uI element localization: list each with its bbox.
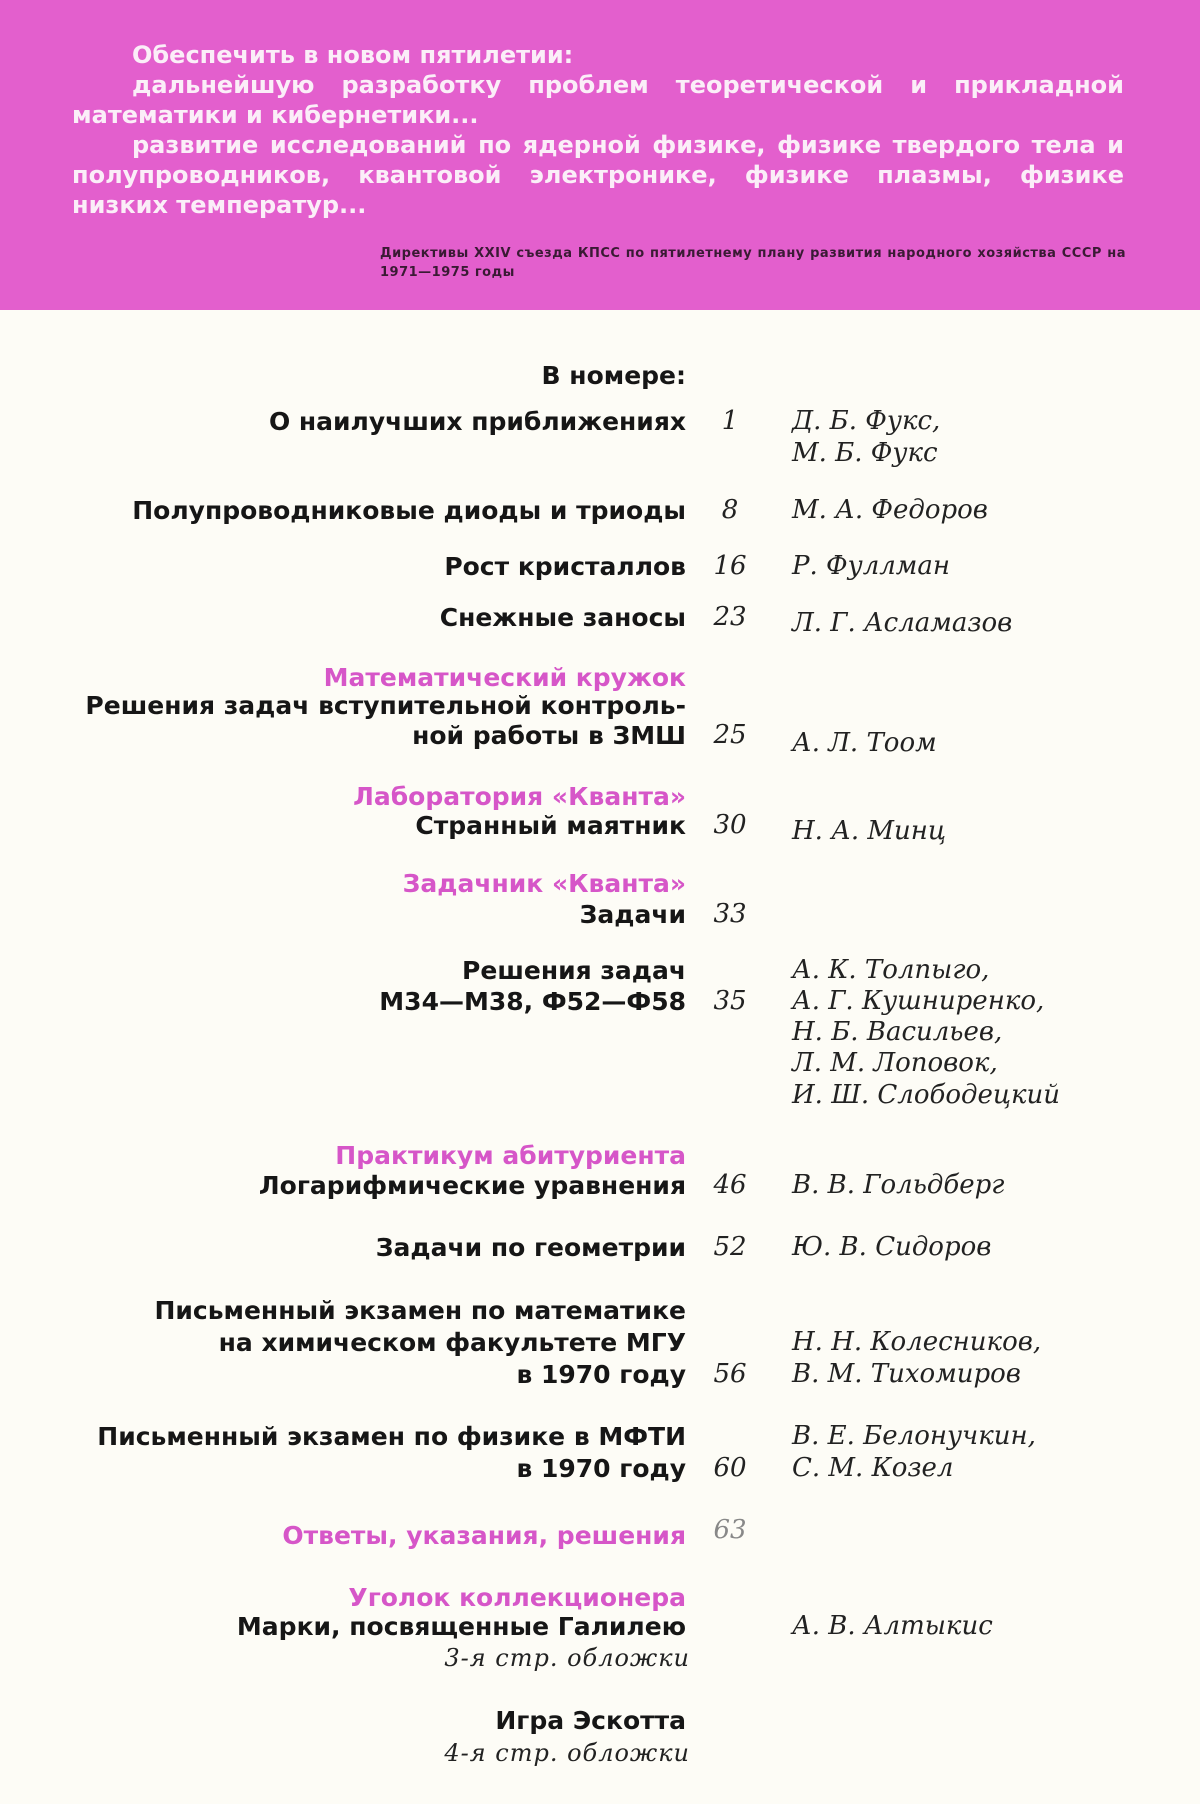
page-number: 16 (713, 551, 747, 581)
article-title[interactable]: Марки, посвященные Галилею (236, 1612, 686, 1641)
author: Н. Б. Васильев, (792, 1017, 1003, 1047)
quote-title: Обеспечить в новом пятилетии: (132, 41, 574, 69)
page-number: 25 (713, 720, 747, 750)
article-title[interactable]: Письменный экзамен по физике в МФТИ (97, 1422, 686, 1451)
article-title[interactable]: в 1970 году (516, 1360, 686, 1389)
article-title[interactable]: Решения задач (462, 956, 686, 985)
section-heading: Лаборатория «Кванта» (353, 782, 686, 811)
page-number: 8 (721, 495, 739, 525)
section-heading: Практикум абитуриента (335, 1141, 686, 1170)
contents-heading: В номере: (541, 361, 686, 390)
page-number: 33 (713, 899, 747, 929)
page-number: 63 (713, 1515, 747, 1545)
header-banner (0, 0, 1200, 310)
author: В. М. Тихомиров (792, 1359, 1021, 1389)
article-title[interactable]: Задачи (579, 900, 686, 929)
author: А. Г. Кушниренко, (792, 986, 1045, 1016)
article-title[interactable]: Снежные заносы (439, 603, 686, 632)
quote-source: Директивы XXIV съезда КПСС по пятилетнему плану развития народного хозяйства СССР на 1971—1975 годы (380, 246, 1126, 280)
author: И. Ш. Слободецкий (792, 1080, 1061, 1110)
article-title[interactable]: Рост кристаллов (444, 552, 686, 581)
quote-paragraph: дальнейшую разработку проблем теоретической и прикладной математики и кибернетики... (72, 71, 1124, 129)
article-title[interactable]: Логарифмические уравнения (258, 1171, 686, 1200)
page-number: 56 (713, 1359, 747, 1389)
page-number: 35 (713, 986, 747, 1016)
page-number: 60 (713, 1453, 747, 1483)
directive-quote (72, 40, 1124, 220)
section-heading: Задачник «Кванта» (402, 869, 686, 898)
article-title[interactable]: О наилучших приближениях (268, 407, 686, 436)
article-title[interactable]: Задачи по геометрии (375, 1233, 686, 1262)
page-number: 30 (713, 810, 747, 840)
author: М. Б. Фукс (792, 438, 938, 468)
article-title[interactable]: Странный маятник (415, 811, 686, 840)
author: Л. М. Лоповок, (792, 1048, 998, 1078)
author: В. Е. Белонучкин, (792, 1421, 1036, 1451)
article-title[interactable]: Полупроводниковые диоды и триоды (132, 496, 686, 525)
cover-page-reference: 4-я стр. обложки (444, 1739, 690, 1767)
author: Н. Н. Колесников, (792, 1327, 1042, 1357)
article-title[interactable]: М34—М38, Ф52—Ф58 (379, 987, 686, 1016)
section-heading: Уголок коллекционера (348, 1583, 686, 1612)
section-heading[interactable]: Ответы, указания, решения (282, 1521, 686, 1550)
author: Ю. В. Сидоров (792, 1232, 992, 1262)
author: А. К. Толпыго, (792, 955, 990, 985)
page-number: 46 (713, 1170, 747, 1200)
cover-page-reference: 3-я стр. обложки (444, 1644, 690, 1672)
quote-paragraph: развитие исследований по ядерной физике, физике твердого тела и полупроводников, квантовой электронике, физике плазмы, физике низких температур... (72, 131, 1124, 219)
article-title[interactable]: Решения задач вступительной контроль- (85, 691, 686, 720)
author: Л. Г. Асламазов (792, 608, 1013, 638)
author: А. Л. Тоом (792, 728, 937, 758)
author: М. А. Федоров (792, 495, 988, 525)
article-title[interactable]: Игра Эскотта (495, 1706, 686, 1735)
author: Р. Фуллман (792, 551, 950, 581)
article-title[interactable]: на химическом факультете МГУ (218, 1328, 686, 1357)
article-title[interactable]: Письменный экзамен по математике (154, 1296, 686, 1325)
author: В. В. Гольдберг (792, 1170, 1005, 1200)
author: Д. Б. Фукс, (792, 406, 941, 436)
author: С. М. Козел (792, 1453, 954, 1483)
author: А. В. Алтыкис (792, 1611, 993, 1641)
page-number: 52 (713, 1232, 747, 1262)
article-title[interactable]: в 1970 году (516, 1454, 686, 1483)
page-number: 1 (721, 406, 739, 436)
author: Н. А. Минц (792, 816, 947, 846)
section-heading: Математический кружок (323, 663, 686, 692)
article-title[interactable]: ной работы в ЗМШ (412, 721, 686, 750)
page-number: 23 (713, 602, 747, 632)
